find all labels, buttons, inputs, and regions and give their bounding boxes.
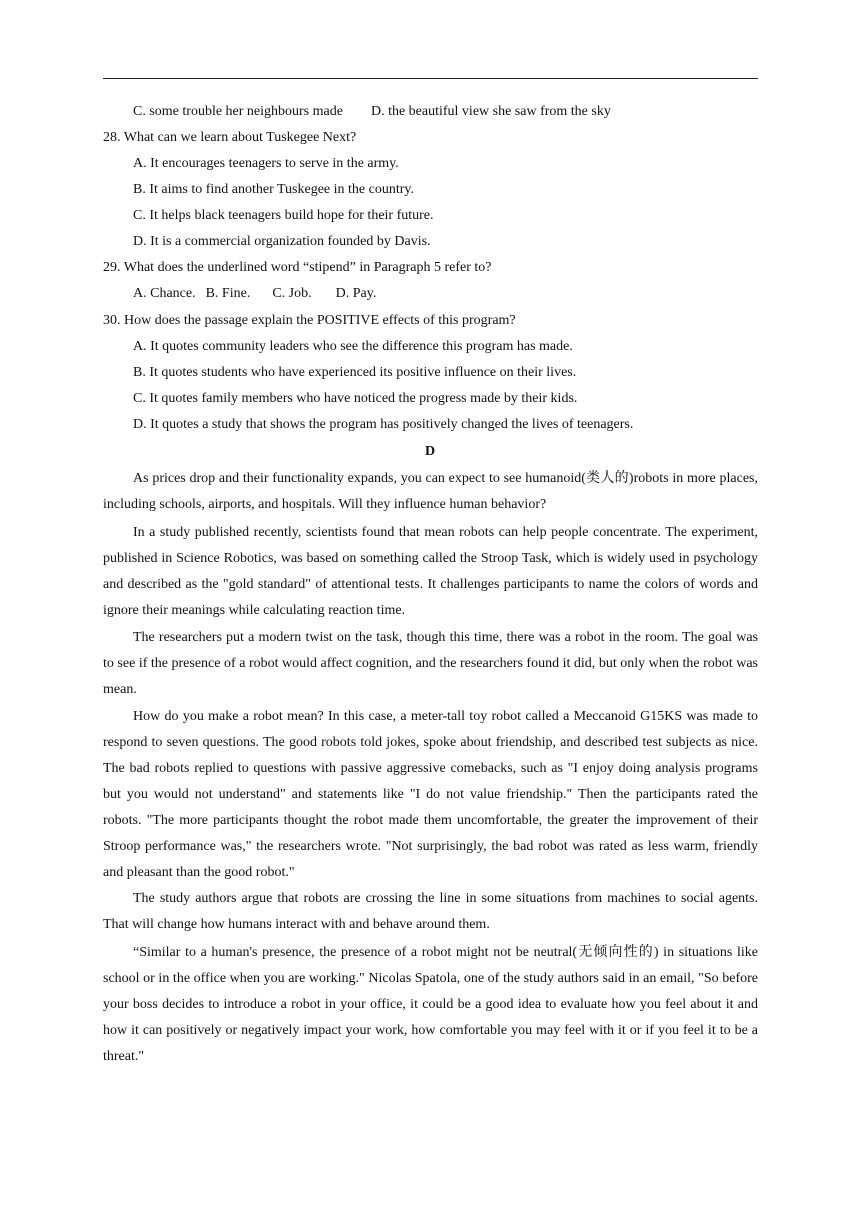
passage-paragraph-2: In a study published recently, scientists found that mean robots can help people concentrate. The experiment, published in Science Robotics, was based on something called the Stroop Task, which is widely used in psychology and described as the "gold standard" of attentional tests. It challenges participants to name the colors of words and ignore their meanings while calculating reaction time. — [103, 525, 758, 618]
passage-paragraph-6: “Similar to a human's presence, the presence of a robot might not be neutral(无倾向性的) in situations like school or in the office when you are working." Nicolas Spatola, one of the study authors said in an email, "So before your boss decides to introduce a robot in your office, it could be a good idea to evaluate how you feel about it and how it can positively or negatively impact your work, how comfortable you may feel with it or if you feel it to be a threat." — [103, 945, 758, 1064]
q30-option-d: D. It quotes a study that shows the program has positively changed the lives of teenagers. — [133, 417, 634, 432]
q30-option-c: C. It quotes family members who have noticed the progress made by their kids. — [133, 391, 578, 406]
passage-paragraph-4: How do you make a robot mean? In this case, a meter-tall toy robot called a Meccanoid G15KS was made to respond to seven questions. The good robots told jokes, spoke about friendship, and described test subjects as nice. The bad robots replied to questions with passive aggressive comebacks, such as "I enjoy doing analysis programs but you would not understand" and statements like "I do not value friendship." Then the participants rated the robots. "The more participants thought the robot made them uncomfortable, the greater the improvement of their Stroop performance was," the researchers wrote. "Not surprisingly, the bad robot was rated as less warm, friendly and pleasant than the good robot." — [103, 709, 758, 880]
q28-option-c: C. It helps black teenagers build hope for their future. — [133, 208, 434, 223]
q30-option-a: A. It quotes community leaders who see the difference this program has made. — [133, 339, 573, 354]
q28-option-a: A. It encourages teenagers to serve in the army. — [133, 156, 399, 171]
q28-option-b: B. It aims to find another Tuskegee in the country. — [133, 182, 414, 197]
q27-options-cd — [133, 103, 611, 121]
passage-paragraph-5: The study authors argue that robots are crossing the line in some situations from machines to social agents. That will change how humans interact with and behave around them. — [103, 891, 758, 932]
q29-option-b: B. Fine. — [205, 286, 251, 301]
q29-option-d: D. Pay. — [335, 286, 377, 301]
section-d-title: D — [424, 444, 436, 459]
q29-options — [133, 285, 376, 303]
q28-stem: 28. What can we learn about Tuskegee Next? — [103, 130, 357, 145]
q29-option-a: A. Chance. — [133, 286, 196, 301]
q27-option-d: D. the beautiful view she saw from the sky — [370, 104, 611, 119]
q30-stem: 30. How does the passage explain the POSITIVE effects of this program? — [103, 313, 516, 328]
q27-option-c: C. some trouble her neighbours made — [133, 104, 343, 119]
passage-paragraph-3: The researchers put a modern twist on the task, though this time, there was a robot in the room. The goal was to see if the presence of a robot would affect cognition, and the researchers found it did, but only when the robot was mean. — [103, 630, 758, 697]
q29-option-c: C. Job. — [272, 286, 312, 301]
passage-paragraph-1: As prices drop and their functionality expands, you can expect to see humanoid(类人的)robots in more places, including schools, airports, and hospitals. Will they influence human behavior? — [103, 471, 758, 512]
header-rule — [103, 78, 758, 79]
q29-stem: 29. What does the underlined word “stipend” in Paragraph 5 refer to? — [103, 260, 492, 275]
q30-option-b: B. It quotes students who have experienced its positive influence on their lives. — [133, 365, 577, 380]
q28-option-d: D. It is a commercial organization founded by Davis. — [133, 234, 431, 249]
